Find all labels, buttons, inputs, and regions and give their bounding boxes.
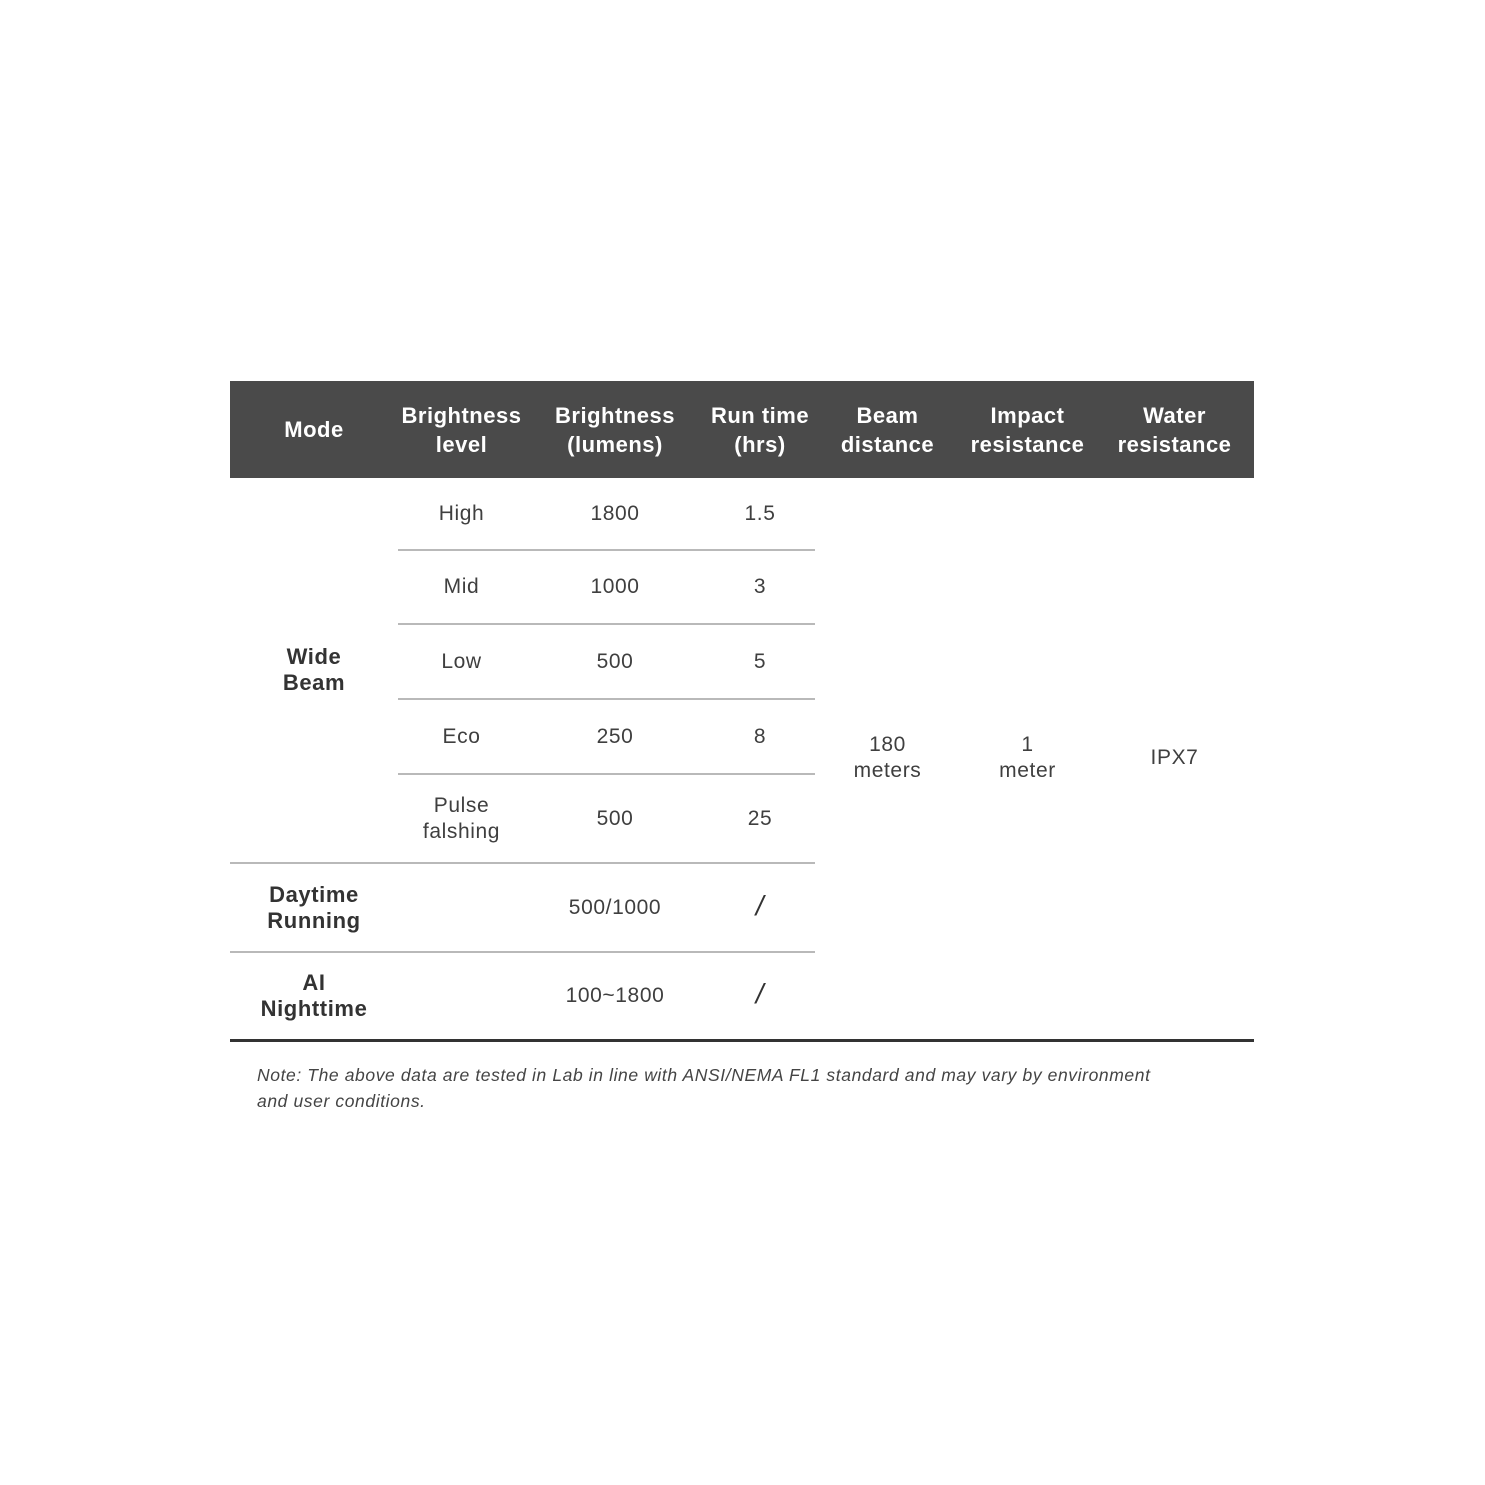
header-row: [230, 381, 1254, 478]
footnote: [257, 1062, 1247, 1114]
header-brightness-level-line2: level: [435, 431, 488, 457]
header-beam-distance: [815, 381, 960, 478]
beam-distance-line2: meters: [853, 759, 922, 783]
mode-ai-nighttime: [230, 952, 398, 1040]
header-mode-label: Mode: [284, 417, 344, 442]
impact-resistance-line2: meter: [999, 759, 1056, 783]
lumens-cell: 1800: [525, 478, 705, 550]
header-beam-distance-line2: distance: [840, 431, 935, 457]
water-resistance-cell: IPX7: [1095, 478, 1254, 1040]
runtime-cell: 8: [705, 699, 815, 774]
header-impact-resistance-line1: Impact: [990, 402, 1065, 428]
lumens-cell: 500/1000: [525, 863, 705, 952]
header-brightness-lumens-line2: (lumens): [567, 431, 663, 457]
mode-wide-beam: [230, 478, 398, 863]
footnote-line1: Note: The above data are tested in Lab in line with ANSI/NEMA FL1 standard and may vary by environment: [257, 1065, 1151, 1085]
header-run-time-line2: (hrs): [734, 431, 786, 457]
mode-wide-beam-line2: Beam: [282, 670, 346, 695]
header-water-resistance-line1: Water: [1143, 402, 1206, 428]
level-cell-empty: [398, 952, 525, 1040]
lumens-cell: 500: [525, 774, 705, 863]
header-brightness-level: [398, 381, 525, 478]
header-run-time-line1: Run time: [710, 402, 810, 428]
header-beam-distance-line1: Beam: [856, 402, 919, 428]
header-brightness-lumens: [525, 381, 705, 478]
header-run-time: [705, 381, 815, 478]
beam-distance-cell: [815, 478, 960, 1040]
table-row: [230, 478, 1254, 550]
header-impact-resistance: [960, 381, 1095, 478]
header-water-resistance: [1095, 381, 1254, 478]
header-brightness-lumens-line1: Brightness: [555, 402, 675, 428]
mode-ai-line2: Nighttime: [260, 995, 368, 1021]
level-line1: Pulse: [433, 793, 490, 817]
runtime-cell: 3: [705, 550, 815, 624]
lumens-cell: 500: [525, 624, 705, 699]
level-cell-empty: [398, 863, 525, 952]
spec-table: [230, 381, 1254, 1042]
impact-resistance-line1: 1: [1021, 733, 1034, 757]
mode-daytime-running: [230, 863, 398, 952]
lumens-cell: 100~1800: [525, 952, 705, 1040]
mode-daytime-line2: Running: [267, 907, 361, 933]
level-cell: High: [398, 478, 525, 550]
beam-distance-line1: 180: [869, 733, 906, 757]
runtime-cell: 25: [705, 774, 815, 863]
lumens-cell: 1000: [525, 550, 705, 624]
runtime-cell: [705, 863, 815, 952]
runtime-cell: 5: [705, 624, 815, 699]
footnote-line2: and user conditions.: [257, 1091, 426, 1111]
runtime-slash: /: [755, 890, 765, 921]
level-cell: Low: [398, 624, 525, 699]
header-water-resistance-line2: resistance: [1117, 431, 1232, 457]
header-impact-resistance-line2: resistance: [970, 431, 1085, 457]
mode-daytime-line1: Daytime: [269, 881, 359, 907]
runtime-cell: [705, 952, 815, 1040]
header-brightness-level-line1: Brightness: [401, 402, 522, 428]
lumens-cell: 250: [525, 699, 705, 774]
mode-wide-beam-line1: Wide: [286, 644, 342, 669]
runtime-slash: /: [755, 978, 765, 1010]
level-line2: falshing: [422, 819, 501, 843]
level-cell: [398, 774, 525, 863]
mode-ai-line1: AI: [302, 969, 326, 995]
runtime-cell: 1.5: [705, 478, 815, 550]
level-cell: Mid: [398, 550, 525, 624]
header-mode: [230, 381, 398, 478]
impact-resistance-cell: [960, 478, 1095, 1040]
level-cell: Eco: [398, 699, 525, 774]
